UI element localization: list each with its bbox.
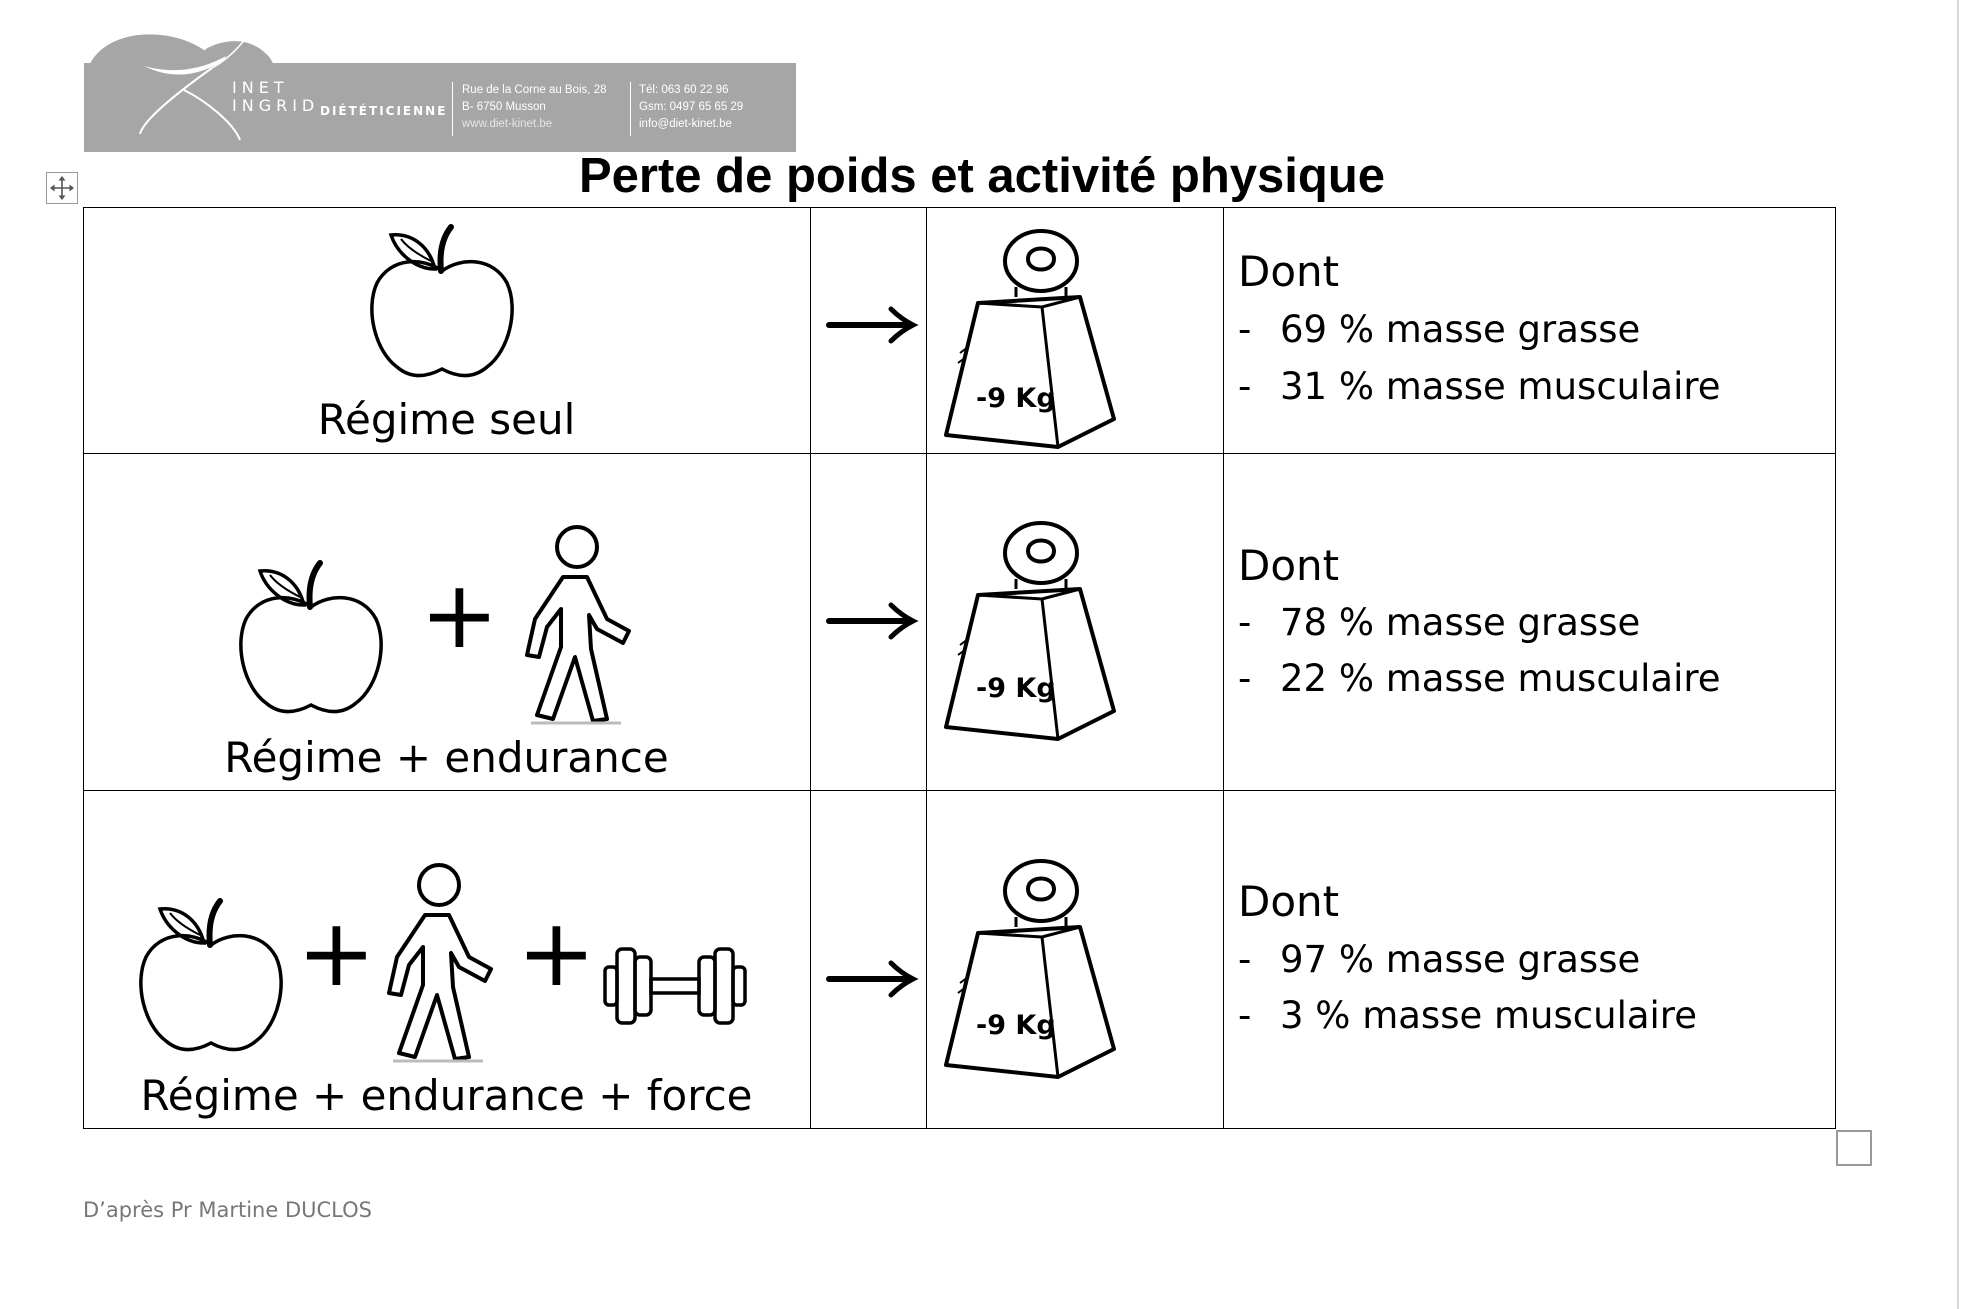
bullet-dash: - <box>1238 365 1252 408</box>
table-border <box>83 453 1836 454</box>
detail-heading: Dont <box>1238 541 1340 590</box>
letterhead-separator <box>452 82 453 136</box>
right-arrow-icon <box>825 601 919 641</box>
letterhead-contact <box>639 82 743 133</box>
weight-value: -9 Kg <box>976 383 1056 414</box>
comparison-table <box>83 207 1836 1129</box>
contact-email[interactable]: info@diet-kinet.be <box>639 118 732 130</box>
address-line1: Rue de la Corne au Bois, 28 <box>462 84 607 96</box>
letterhead-address <box>462 82 606 133</box>
letterhead-profession: DIÉTÉTICIENNE <box>320 104 448 118</box>
apple-icon <box>138 897 284 1055</box>
contact-tel: Tél: 063 60 22 96 <box>639 84 729 96</box>
letterhead-separator <box>630 82 631 136</box>
letterhead-name-line2: INGRID <box>232 96 320 115</box>
website-link[interactable]: www.diet-kinet.be <box>462 118 553 130</box>
dumbbell-icon <box>603 939 747 1033</box>
weight-icon <box>936 223 1116 451</box>
bullet-dash: - <box>1238 308 1252 351</box>
weight-icon <box>936 515 1116 743</box>
plus-sign: + <box>420 561 499 670</box>
detail-item <box>1238 601 1640 644</box>
detail-item <box>1238 365 1721 408</box>
apple-icon <box>238 559 384 717</box>
detail-item-text: 97 % masse grasse <box>1280 938 1641 981</box>
detail-item-text: 3 % masse musculaire <box>1280 994 1697 1037</box>
weight-icon <box>936 853 1116 1081</box>
detail-item <box>1238 938 1640 981</box>
detail-item-text: 22 % masse musculaire <box>1280 657 1721 700</box>
table-border <box>83 207 84 1129</box>
table-border <box>810 207 811 1129</box>
plus-sign: + <box>297 899 376 1008</box>
page-title: Perte de poids et activité physique <box>578 149 1385 203</box>
letterhead <box>84 6 796 152</box>
detail-item-text: 31 % masse musculaire <box>1280 365 1721 408</box>
right-arrow-icon <box>825 959 919 999</box>
detail-item <box>1238 308 1640 351</box>
detail-heading: Dont <box>1238 877 1340 926</box>
source-credit: D’après Pr Martine DUCLOS <box>83 1198 372 1222</box>
contact-gsm: Gsm: 0497 65 65 29 <box>639 101 744 113</box>
detail-item <box>1238 994 1697 1037</box>
table-border <box>83 207 1836 208</box>
bullet-dash: - <box>1238 938 1252 981</box>
walking-person-icon <box>373 861 503 1065</box>
table-border <box>1223 207 1224 1129</box>
walking-person-icon <box>511 523 641 727</box>
letterhead-name-line1: INET <box>232 78 289 97</box>
detail-item <box>1238 657 1721 700</box>
weight-value: -9 Kg <box>976 1010 1056 1041</box>
row-label: Régime + endurance + force <box>140 1071 753 1120</box>
detail-item-text: 69 % masse grasse <box>1280 308 1641 351</box>
bullet-dash: - <box>1238 601 1252 644</box>
table-resize-handle[interactable] <box>1836 1130 1872 1166</box>
apple-logo-icon <box>84 6 354 152</box>
table-border <box>926 207 927 1129</box>
table-border <box>1835 207 1836 1129</box>
detail-heading: Dont <box>1238 247 1340 296</box>
apple-icon <box>369 223 515 381</box>
bullet-dash: - <box>1238 994 1252 1037</box>
detail-item-text: 78 % masse grasse <box>1280 601 1641 644</box>
right-arrow-icon <box>825 305 919 345</box>
address-line2: B- 6750 Musson <box>462 101 546 113</box>
table-border <box>83 1128 1836 1129</box>
row-label: Régime seul <box>317 395 576 444</box>
plus-sign: + <box>517 899 596 1008</box>
table-border <box>83 790 1836 791</box>
weight-value: -9 Kg <box>976 673 1056 704</box>
bullet-dash: - <box>1238 657 1252 700</box>
row-label: Régime + endurance <box>224 733 669 782</box>
